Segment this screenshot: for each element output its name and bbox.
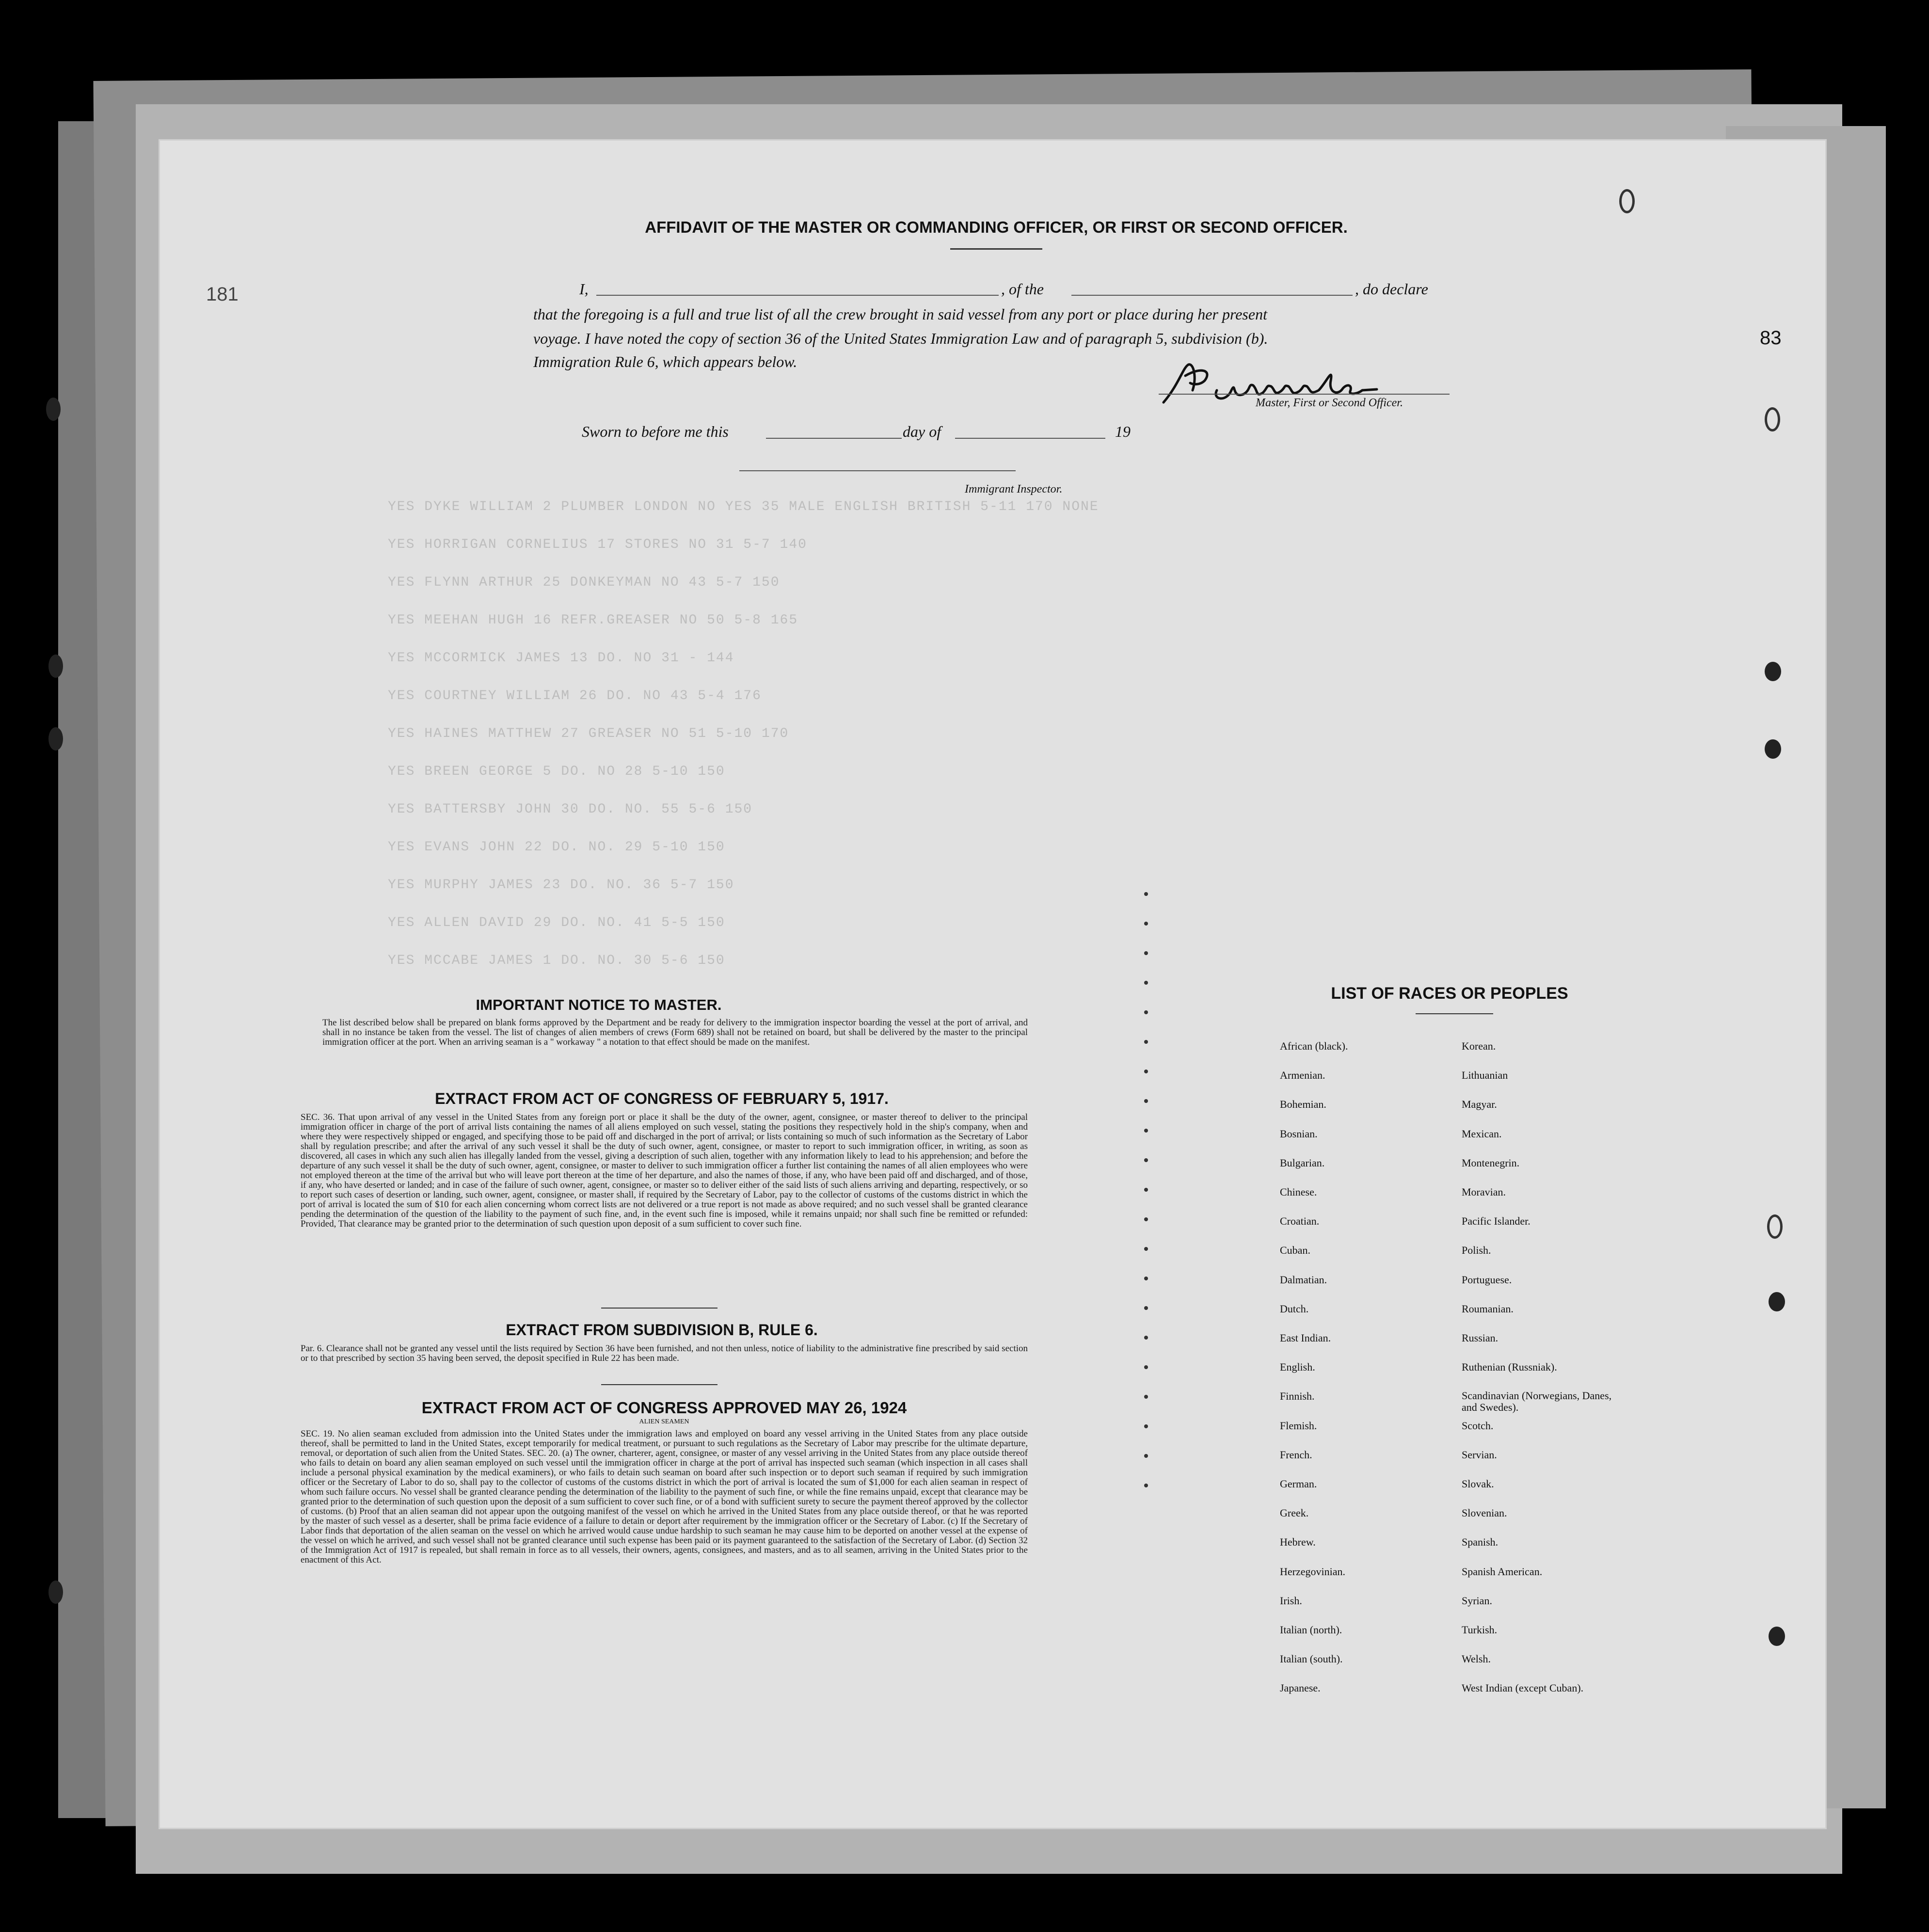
- row-dot: [1144, 1070, 1148, 1073]
- notice-text: The list described below shall be prepared on blank forms approved by the Department and be ready for delivery to the immigration inspector boarding the vessel at the port of arrival, and shall in no instance be taken from the vessel. The list of changes of alien members of crews (Form 689) shall not be retained on board, but shall be delivered by the master to the principal immigration officer at the port. When an arriving seaman is a " workaway " a notation to that effect should be made on the manifest.: [322, 1018, 1028, 1047]
- race-item: Croatian.: [1280, 1215, 1320, 1228]
- row-dot: [1144, 1099, 1148, 1103]
- race-item: Slovenian.: [1462, 1507, 1507, 1519]
- race-item: Polish.: [1462, 1244, 1491, 1257]
- row-dot: [1144, 892, 1148, 896]
- affidavit-body-line: Immigration Rule 6, which appears below.: [533, 353, 797, 370]
- binder-hole: [1769, 1627, 1785, 1646]
- race-item: Roumanian.: [1462, 1302, 1514, 1315]
- race-item: Herzegovinian.: [1280, 1565, 1345, 1578]
- binder-hole: [1765, 739, 1781, 759]
- binder-hole: [1619, 189, 1635, 213]
- row-dot: [1144, 1129, 1148, 1133]
- day-of-label: day of: [903, 423, 941, 440]
- row-dot: [1144, 1365, 1148, 1369]
- races-title: LIST OF RACES OR PEOPLES: [1331, 984, 1568, 1003]
- affidavit-title: AFFIDAVIT OF THE MASTER OR COMMANDING OFFICER, OR FIRST OR SECOND OFFICER.: [645, 218, 1348, 236]
- row-dot: [1144, 1158, 1148, 1162]
- row-dot: [1144, 1188, 1148, 1192]
- sworn-label: Sworn to before me this: [582, 423, 729, 440]
- vessel-label: , of the: [1001, 280, 1044, 298]
- ghost-row: YES HORRIGAN CORNELIUS 17 STORES NO 31 5-7 140: [388, 537, 807, 552]
- binder-hole: [48, 1581, 63, 1604]
- declarant-label: I,: [579, 280, 589, 298]
- race-item: Spanish.: [1462, 1536, 1499, 1549]
- row-dot: [1144, 981, 1148, 985]
- race-item: Korean.: [1462, 1040, 1496, 1052]
- row-dot: [1144, 1484, 1148, 1487]
- extract-rule6-text: Par. 6. Clearance shall not be granted any vessel until the lists required by Section 36 have been furnished, and not then unless, notice of liability to the administrative fine prescribed by said section or to that prescribed by section 35 having been served, the deposit specified in Rule 22 has been made.: [301, 1343, 1028, 1363]
- extract-1924-subtitle: ALIEN SEAMEN: [639, 1418, 689, 1425]
- right-margin-number: 83: [1760, 327, 1782, 349]
- ghost-row: YES ALLEN DAVID 29 DO. NO. 41 5-5 150: [388, 915, 725, 930]
- sworn-day-field[interactable]: [766, 438, 902, 439]
- binder-hole: [1765, 662, 1781, 681]
- inspector-label: Immigrant Inspector.: [965, 483, 1063, 495]
- binder-hole: [1765, 407, 1780, 431]
- ghost-row: YES COURTNEY WILLIAM 26 DO. NO 43 5-4 176: [388, 688, 762, 703]
- race-item: West Indian (except Cuban).: [1462, 1682, 1584, 1694]
- row-dot: [1144, 1010, 1148, 1014]
- affidavit-body-line: that the foregoing is a full and true list of all the crew brought in said vessel from any port or place during her present: [533, 305, 1267, 323]
- race-item: Ruthenian (Russniak).: [1462, 1361, 1557, 1373]
- row-dot: [1144, 1277, 1148, 1280]
- binder-hole: [48, 655, 63, 678]
- race-item: Italian (south).: [1280, 1653, 1343, 1665]
- race-item: Dalmatian.: [1280, 1273, 1327, 1286]
- row-dot: [1144, 1454, 1148, 1458]
- race-item: French.: [1280, 1448, 1312, 1461]
- ghost-row: YES FLYNN ARTHUR 25 DONKEYMAN NO 43 5-7 150: [388, 575, 780, 590]
- row-dot: [1144, 1424, 1148, 1428]
- race-item: Irish.: [1280, 1594, 1302, 1607]
- extract-1924-text: SEC. 19. No alien seaman excluded from admission into the United States under the immigration laws and employed on board any vessel arriving in the United States from any place outside thereof, shall be permitted to land in the United States, except temporarily for medical treatment, or pursuant to such regulations as the Secretary of Labor may prescribe for the ultimate departure, removal, or deportation of such alien from the United States. SEC. 20. (a) The owner, charterer, agent, consignee, or master of any vessel arriving in the United States from any place outside thereof who fails to detain on board any alien seaman employed on such vessel until the immigration officer in charge at the port of arrival has inspected such seaman (which inspection in all cases shall include a personal physical examination by the medical examiners), or who fails to detain such seaman on board after such inspection or to deport such seaman if required by such immigration officer or the Secretary of Labor to do so, shall pay to the collector of customs of the customs district in which the port of arrival is located the sum of $1,000 for each alien seaman in respect of whom such failure occurs. No vessel shall be granted clearance pending the determination of the liability to the payment of such fine, or while the fine remains unpaid, except that clearance may be granted prior to the determination of such question upon the deposit of a sum sufficient to cover such fine, or of a bond with sufficient surety to secure the payment thereof approved by the collector of customs. (b) Proof that an alien seaman did not appear upon the outgoing manifest of the vessel on which he arrived in the United States from any place outside thereof, or that he was reported by the master of such vessel as a deserter, shall be prima facie evidence of a failure to detain or deport after requirement by the immigration officer or the Secretary of Labor. (c) If the Secretary of Labor finds that deportation of the alien seaman on the vessel on which he arrived would cause undue hardship to such seaman he may cause him to be deported on another vessel at the expense of the vessel on which he arrived, and such vessel shall not be granted clearance until such expense has been paid or its payment guaranteed to the satisfaction of the Secretary of Labor. (d) Section 32 of the Immigration Act of 1917 is repealed, but shall remain in force as to all vessels, their owners, agents, consignees, and masters, and as to all seamen, arriving in the United States prior to the enactment of this Act.: [301, 1429, 1028, 1565]
- race-item: English.: [1280, 1361, 1315, 1373]
- ghost-row: YES HAINES MATTHEW 27 GREASER NO 51 5-10 170: [388, 726, 789, 741]
- race-item: Lithuanian: [1462, 1069, 1508, 1082]
- vessel-name-field[interactable]: [1071, 295, 1353, 296]
- race-item: Magyar.: [1462, 1098, 1497, 1111]
- race-item: Pacific Islander.: [1462, 1215, 1530, 1228]
- row-dot: [1144, 922, 1148, 926]
- extract-1917-text: SEC. 36. That upon arrival of any vessel in the United States from any foreign port or place it shall be the duty of the owner, agent, consignee, or master thereof to deliver to the principal immigration officer in charge of the port of arrival lists containing the names of all aliens employed on such vessel, stating the positions they respectively hold in the ship's company, when and where they were respectively shipped or engaged, and specifying those to be paid off and discharged in the port of arrival; or lists containing so much of such information as the Secretary of Labor shall by regulation prescribe; and after the arrival of any such vessel it shall be the duty of such owner, agent, consignee, or master to report to such immigration officer, in writing, as soon as discovered, all cases in which any such alien has illegally landed from the vessel, giving a description of such alien, together with any information likely to lead to his apprehension; and before the departure of any such vessel it shall be the duty of such owner, agent, consignee, or master to deliver to such immigration officer a further list containing the names of all alien employees who were not employed thereon at the time of the arrival but who will leave port thereon at the time of her departure, and also the names of those, if any, who have been paid off and discharged, and of those, if any, who have deserted or landed; and in case of the failure of such owner, agent, consignee, or master so to deliver either of the said lists of such aliens arriving and departing, respectively, or so to report such cases of desertion or landing, such owner, agent, consignee, or master shall, if required by the Secretary of Labor, pay to the collector of customs of the customs district in which the port of arrival is located the sum of $10 for each alien concerning whom correct lists are not delivered or a true report is not made as above required; and no such vessel shall be granted clearance pending the determination of the question of the liability to the payment of such fine, and, in the event such fine is imposed, while it remains unpaid; nor shall such fine be remitted or refunded: Provided, That clearance may be granted prior to the determination of such question upon deposit of a sum sufficient to cover such fine.: [301, 1112, 1028, 1229]
- binder-hole: [48, 727, 63, 750]
- binder-hole: [1769, 1292, 1785, 1311]
- race-item: Flemish.: [1280, 1419, 1317, 1432]
- race-item: Mexican.: [1462, 1127, 1502, 1140]
- race-item: Bohemian.: [1280, 1098, 1326, 1111]
- race-item: Greek.: [1280, 1507, 1309, 1519]
- row-dot: [1144, 1306, 1148, 1310]
- race-item: Syrian.: [1462, 1594, 1492, 1607]
- race-item: Finnish.: [1280, 1390, 1315, 1403]
- divider: [1416, 1013, 1493, 1014]
- divider: [601, 1384, 717, 1385]
- binder-hole: [46, 398, 61, 421]
- row-dot: [1144, 1336, 1148, 1340]
- race-item: Slovak.: [1462, 1478, 1494, 1490]
- race-item: Cuban.: [1280, 1244, 1310, 1257]
- race-item: Welsh.: [1462, 1653, 1491, 1665]
- ghost-row: YES BATTERSBY JOHN 30 DO. NO. 55 5-6 150: [388, 802, 753, 817]
- race-item: African (black).: [1280, 1040, 1348, 1052]
- declarant-name-field[interactable]: [596, 295, 999, 296]
- sworn-month-field[interactable]: [955, 438, 1105, 439]
- extract-1917-title: EXTRACT FROM ACT OF CONGRESS OF FEBRUARY 5, 1917.: [435, 1090, 889, 1107]
- signature-line: [1159, 394, 1450, 395]
- race-item: Scotch.: [1462, 1419, 1494, 1432]
- binder-hole: [1767, 1214, 1783, 1239]
- ghost-row: YES MCCORMICK JAMES 13 DO. NO 31 - 144: [388, 651, 734, 666]
- declare-label: , do declare: [1355, 280, 1428, 298]
- race-item: Bosnian.: [1280, 1127, 1318, 1140]
- signature-caption: Master, First or Second Officer.: [1256, 397, 1403, 409]
- extract-1924-title: EXTRACT FROM ACT OF CONGRESS APPROVED MAY 26, 1924: [421, 1399, 907, 1417]
- race-item: Hebrew.: [1280, 1536, 1316, 1549]
- ghost-row: YES EVANS JOHN 22 DO. NO. 29 5-10 150: [388, 840, 725, 855]
- race-item: Bulgarian.: [1280, 1156, 1325, 1169]
- ghost-row: YES MEEHAN HUGH 16 REFR.GREASER NO 50 5-8 165: [388, 613, 798, 628]
- race-item: Italian (north).: [1280, 1624, 1342, 1636]
- race-item: Armenian.: [1280, 1069, 1325, 1082]
- race-item: Spanish American.: [1462, 1565, 1543, 1578]
- affidavit-body-line: voyage. I have noted the copy of section 36 of the United States Immigration Law and of paragraph 5, subdivision (b).: [533, 330, 1268, 347]
- race-item: Scandinavian (Norwegians, Danes, and Swedes).: [1462, 1389, 1612, 1414]
- race-item: Chinese.: [1280, 1186, 1317, 1198]
- race-item: Servian.: [1462, 1448, 1497, 1461]
- race-item: German.: [1280, 1478, 1317, 1490]
- row-dot: [1144, 1247, 1148, 1251]
- race-item: Russian.: [1462, 1332, 1499, 1344]
- race-item: Montenegrin.: [1462, 1156, 1520, 1169]
- left-margin-number: 181: [206, 284, 239, 305]
- ghost-row: YES MCCABE JAMES 1 DO. NO. 30 5-6 150: [388, 953, 725, 968]
- divider: [950, 248, 1042, 250]
- race-item: Japanese.: [1280, 1682, 1321, 1694]
- year-prefix: 19: [1115, 423, 1131, 440]
- row-dot: [1144, 1395, 1148, 1399]
- row-dot: [1144, 1040, 1148, 1044]
- ghost-row: YES MURPHY JAMES 23 DO. NO. 36 5-7 150: [388, 878, 734, 893]
- ghost-row: YES DYKE WILLIAM 2 PLUMBER LONDON NO YES 35 MALE ENGLISH BRITISH 5-11 170 NONE: [388, 499, 1099, 514]
- race-item: Dutch.: [1280, 1302, 1309, 1315]
- row-dot: [1144, 951, 1148, 955]
- extract-rule6-title: EXTRACT FROM SUBDIVISION B, RULE 6.: [506, 1321, 818, 1339]
- row-dot: [1144, 1217, 1148, 1221]
- divider: [601, 1308, 717, 1309]
- race-item: Moravian.: [1462, 1186, 1506, 1198]
- race-item: Portuguese.: [1462, 1273, 1512, 1286]
- inspector-signature-line: [739, 470, 1016, 471]
- ghost-row: YES BREEN GEORGE 5 DO. NO 28 5-10 150: [388, 764, 725, 779]
- race-item: Turkish.: [1462, 1624, 1498, 1636]
- notice-title: IMPORTANT NOTICE TO MASTER.: [476, 996, 722, 1013]
- race-item: East Indian.: [1280, 1332, 1331, 1344]
